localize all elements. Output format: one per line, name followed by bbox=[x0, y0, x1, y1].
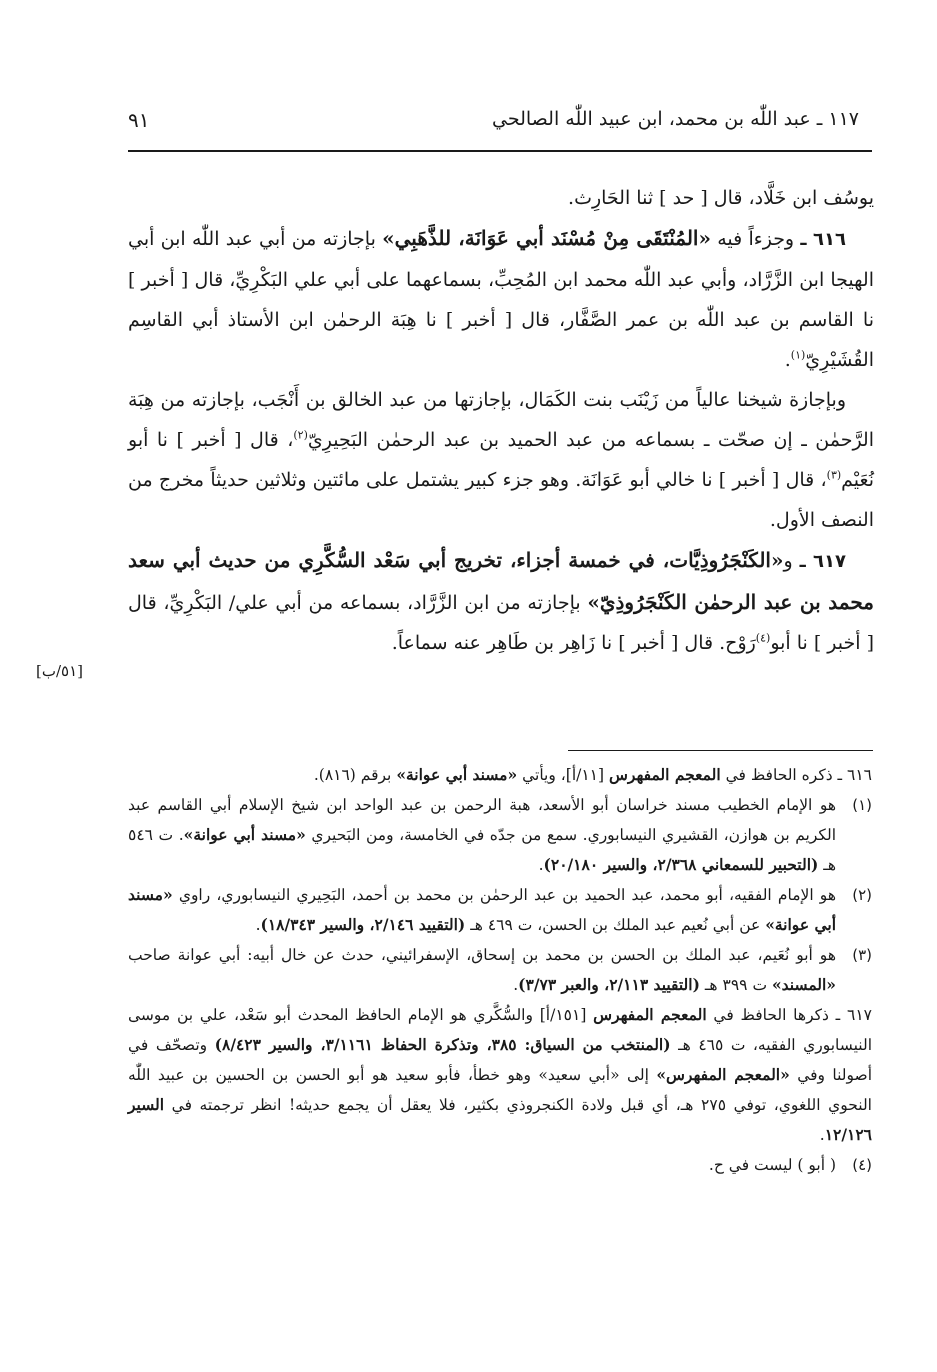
footnote-text: . bbox=[538, 856, 544, 874]
footnote-617 bbox=[128, 1000, 872, 1150]
source-citation: (التحبير للسمعاني ٢/٣٦٨، والسير ٢٠/١٨٠) bbox=[543, 855, 819, 874]
paragraph-ijaza bbox=[128, 380, 874, 540]
footnote-text: إلى «أبي سعيد» وهو خطأ، فأبو سعيد هو أبو الحسن بن الحسين بن عبيد اللّٰه النحوي اللغوي، توفي ٢٧٥ هـ، أي قبل ولادة الكنجروذي بكثير، فلا يعقل أن يجمع حديثه! انظر ترجمته في bbox=[128, 1066, 872, 1114]
footnote-text: . bbox=[513, 976, 519, 994]
footnote-616 bbox=[128, 760, 872, 790]
footnotes bbox=[128, 760, 872, 1180]
footnote-text: برقم (٨١٦). bbox=[313, 766, 392, 784]
source-title: «مسند أبي عوانة» bbox=[396, 765, 518, 784]
entry-text: وجزءاً فيه bbox=[717, 228, 795, 250]
book-title: «المُنْتَقَى مِنْ مُسْنَد أبي عَوَانَة، للذَّهَبِي» bbox=[382, 226, 711, 250]
source-citation: السير ١٢/١٢٦ bbox=[128, 1095, 872, 1144]
entry-text: رَوْح. قال [ أخبر ] نا زَاهِر بن طَاهِر عنه سماعاً. bbox=[391, 632, 756, 654]
entry-text: بإجازته من أبي عبد اللّٰه ابن أبي الهيجا ابن الزَّرَّاد، وأبي عبد اللّٰه محمد ابن المُحِبِّ، بسماعهما على أبي علي البَكْرِيِّ، قال [ أخبر ] نا القاسم بن عبد اللّٰه بن عمر الصَّفَّار، قال [ أخبر ] نا هِبَة الرحمٰن ابن الأستاذ أبي القاسِم القُشَيْرِيّ bbox=[128, 228, 874, 371]
paragraph-continuation bbox=[128, 178, 874, 218]
footnote-text: هو الإمام الفقيه، أبو محمد، عبد الحميد بن عبد الرحمٰن بن محمد بن أحمد، البَحِيري النيسابوري، راوي bbox=[178, 886, 836, 904]
footnote-text: ٦١٧ ـ ذكرها الحافظ في bbox=[713, 1006, 872, 1024]
footnote-text: ت ٣٩٩ هـ bbox=[704, 976, 768, 994]
source-title: «مسند أبي عوانة» bbox=[128, 885, 836, 934]
book-title: «الكَنْجَرُوذِيَّات، في خمسة أجزاء، تخريج أبي سَعْد السُّكَّرِي من حديث أبي سعد محمد بن عبد الرحمٰن الكَنْجَرُوذِيّ» bbox=[128, 548, 874, 614]
source-title: المعجم المفهرس bbox=[593, 1005, 707, 1024]
paragraph-text: وبإجازة شيخنا عالياً من زَيْنَب بنت الكَمَال، بإجازتها من عبد الخالق بن أَنْجَب، بإجازته من هِبَة الرَّحمٰن ـ إن صحّت ـ بسماعه من عبد الحميد بن عبد الرحمٰن البَحِيرِيّ bbox=[128, 389, 875, 451]
footnote-text: . bbox=[819, 1126, 825, 1144]
source-citation: (المنتخب من السياق: ٣٨٥، وتذكرة الحفاظ ٣/١١٦١، والسير ٨/٤٢٣) bbox=[214, 1035, 671, 1054]
footnote-text: عن أبي نُعيم عبد الملك بن الحسن، ت ٤٦٩ هـ bbox=[470, 916, 761, 934]
footnote-number: (٢) bbox=[852, 886, 872, 904]
footnote-2 bbox=[128, 880, 872, 940]
footnote-text: وتصحّف في أصولنا وفي bbox=[128, 1036, 873, 1084]
entry-616 bbox=[128, 218, 874, 380]
footnote-1 bbox=[128, 790, 872, 880]
manuscript-folio-note: [٥١/ب] bbox=[36, 662, 84, 680]
entry-text: و bbox=[783, 550, 793, 572]
footnote-ref[interactable]: (١) bbox=[790, 348, 806, 362]
entry-number: ٦١٦ ـ bbox=[800, 229, 846, 250]
page-number: ٩١ bbox=[128, 108, 150, 132]
entry-617 bbox=[128, 540, 874, 663]
running-head bbox=[128, 100, 859, 144]
footnote-3 bbox=[128, 940, 872, 1000]
paragraph-text: ، قال [ أخبر ] نا أبو نُعَيْم bbox=[128, 429, 874, 491]
footnote-text: . ت ٥٤٦ هـ bbox=[128, 826, 836, 874]
footnote-text: هو أبو نُعَيم، عبد الملك بن الحسن بن محمد بن إسحاق، الإسفرائيني، حدث عن خال أبيه: أبي عوانة صاحب bbox=[128, 946, 836, 964]
entry-text: بإجازته من ابن الزَّرَّاد، بسماعه من أبي علي/ البَكْرِيِّ، قال [ أخبر ] نا أبو bbox=[128, 592, 874, 654]
footnote-text: [١٥١/أ] والسُّكَّري هو الإمام الحافظ المحدث أبو سَعْد، علي بن موسى النيسابوري الفقيه، ت ٤٦٥ هـ bbox=[128, 1006, 872, 1054]
running-head-title: ١١٧ ـ عبد اللّٰه بن محمد، ابن عبيد اللّٰه الصالحي bbox=[492, 108, 859, 130]
footnote-number: (٣) bbox=[852, 946, 872, 964]
source-title: «مسند أبي عوانة» bbox=[183, 825, 306, 844]
footnote-ref[interactable]: (٤) bbox=[755, 631, 771, 645]
footnote-ref[interactable]: (٣) bbox=[826, 468, 842, 482]
footnote-rule bbox=[568, 750, 873, 751]
footnote-number: (٤) bbox=[852, 1156, 872, 1174]
paragraph-text: يوسُف ابن خَلَّاد، قال [ حد ] ثنا الحَارِث. bbox=[568, 187, 874, 209]
footnote-text: [١١/أ]، ويأتي bbox=[522, 766, 605, 784]
entry-text: . bbox=[784, 349, 791, 371]
source-citation: (التقييد ٢/١٤٦، والسير ١٨/٣٤٣) bbox=[260, 915, 466, 934]
footnote-text: ( أبو ) ليست في ح. bbox=[708, 1156, 836, 1174]
source-title: المعجم المفهرس bbox=[609, 765, 721, 784]
entry-number: ٦١٧ ـ bbox=[799, 551, 846, 572]
source-citation: (التقييد ٢/١١٣، والعبر ٣/٧٣) bbox=[518, 975, 700, 994]
footnote-text: ٦١٦ ـ ذكره الحافظ في bbox=[725, 766, 872, 784]
footnote-4 bbox=[128, 1150, 872, 1180]
paragraph-text: ، قال [ أخبر ] نا خالي أبو عَوَانَة. وهو جزء كبير يشتمل على مائتين وثلاثين حديثاً مخرج من النصف الأول. bbox=[128, 469, 874, 531]
footnote-text: . bbox=[255, 916, 261, 934]
footnote-ref[interactable]: (٢) bbox=[293, 428, 308, 442]
main-text bbox=[128, 178, 874, 663]
source-title: «المعجم المفهرس» bbox=[656, 1065, 790, 1084]
header-rule bbox=[128, 150, 872, 152]
source-title: «المسند» bbox=[771, 975, 836, 994]
footnote-number: (١) bbox=[852, 796, 872, 814]
footnote-text: هو الإمام الخطيب مسند خراسان أبو الأسعد، هبة الرحمن بن عبد الواحد ابن شيخ الإسلام أبي القاسم عبد الكريم بن هوازن، القشيري النيسابوري. سمع من جدّه في الخامسة، ومن البَحيري bbox=[128, 796, 837, 844]
